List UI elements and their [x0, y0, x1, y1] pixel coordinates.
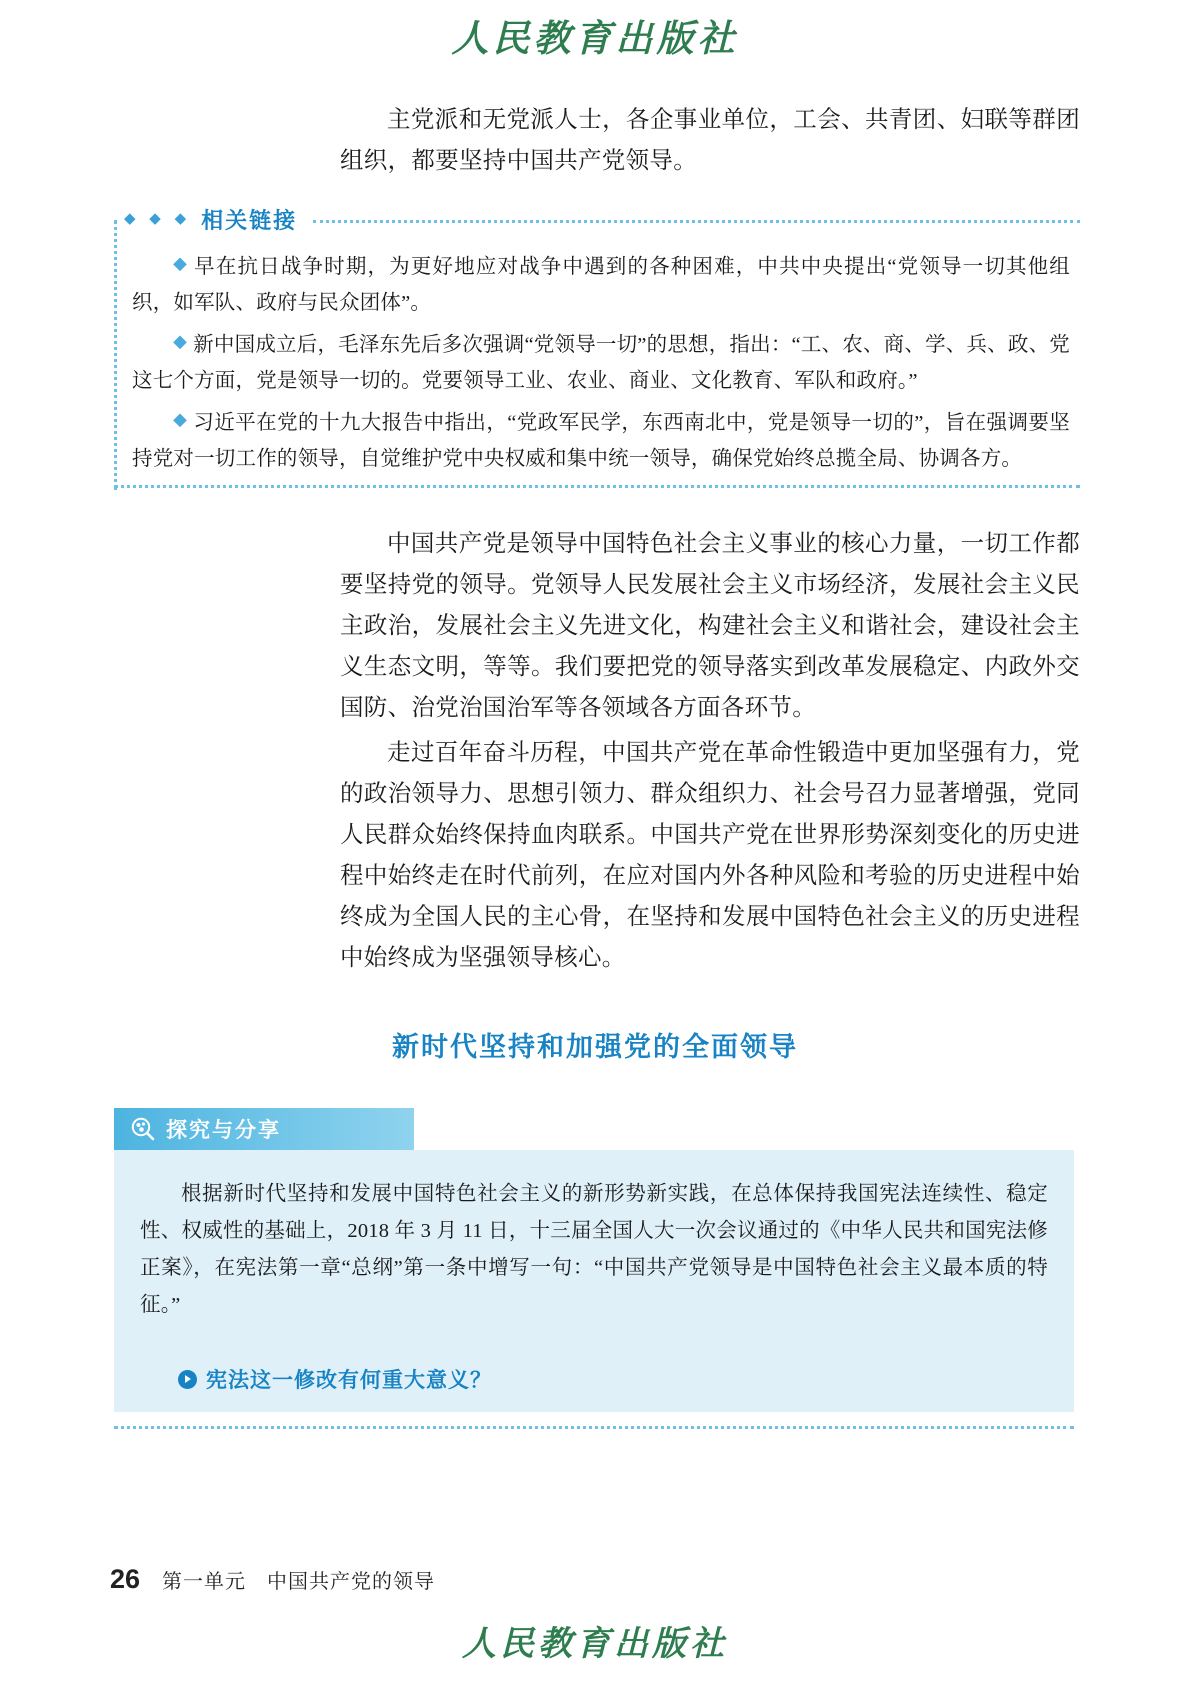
explore-bottom-divider: [114, 1426, 1074, 1429]
link-box-top-divider: [313, 220, 1080, 223]
main-paragraphs: [340, 524, 1080, 979]
related-links-content: [110, 235, 1080, 477]
page-number: 26: [110, 1564, 141, 1594]
body-paragraph-1: 中国共产党是领导中国特色社会主义事业的核心力量，一切工作都要坚持党的领导。党领导人民发展社会主义市场经济，发展社会主义民主政治，发展社会主义先进文化，构建社会主义和谐社会，建设社会主义生态文明，等等。我们要把党的领导落实到改革发展稳定、内政外交国防、治党治国治军等各领域各方面各环节。: [340, 531, 1080, 721]
link-box-bottom-divider: [114, 485, 1080, 488]
explore-question-text: 宪法这一修改有何重大意义？: [206, 1369, 492, 1392]
footer-unit-text: 第一单元 中国共产党的领导: [162, 1571, 436, 1593]
list-item: [132, 405, 1070, 477]
explore-and-share-box: [114, 1108, 1074, 1429]
publisher-logo-bottom: 人民教育出版社: [462, 1626, 728, 1663]
explore-tab-label: 探究与分享: [166, 1119, 281, 1142]
list-item: [132, 249, 1070, 321]
body-paragraph-2: 走过百年奋斗历程，中国共产党在革命性锻造中更加坚强有力，党的政治领导力、思想引领力、群众组织力、社会号召力显著增强，党同人民群众始终保持血肉联系。中国共产党在世界形势深刻变化的历史进程中始终走在时代前列，在应对国内外各种风险和考验的历史进程中始终成为全国人民的主心骨，在坚持和发展中国特色社会主义的历史进程中始终成为坚强领导核心。: [340, 740, 1080, 971]
explore-question-row: [178, 1364, 1048, 1394]
explore-body-text: 根据新时代坚持和发展中国特色社会主义的新形势新实践，在总体保持我国宪法连续性、稳定性、权威性的基础上，2018 年 3 月 11 日，十三届全国人大一次会议通过的《中华人民共和国宪法修正案》，在宪法第一章“总纲”第一条中增写一句：“中国共产党领导是中国特色社会主义最本质的特征。”: [140, 1183, 1048, 1316]
explore-panel: [114, 1150, 1074, 1412]
related-links-header: [124, 204, 1080, 235]
related-links-title: 相关链接: [201, 208, 298, 233]
diamond-bullet-icon: ◆: [173, 415, 188, 430]
list-item-text: 早在抗日战争时期，为更好地应对战争中遇到的各种困难，中共中央提出“党领导一切其他组织，如军队、政府与民众团体”。: [132, 256, 1071, 314]
page-body: [110, 100, 1080, 1429]
related-links-box: [110, 204, 1080, 498]
diamond-marks-icon: ◆ ◆ ◆: [124, 211, 192, 227]
diamond-bullet-icon: ◆: [173, 259, 189, 274]
explore-tab-header: [114, 1108, 414, 1150]
publisher-logo-top: 人民教育出版社: [451, 19, 739, 60]
continued-paragraph: 主党派和无党派人士，各企事业单位，工会、共青团、妇联等群团组织，都要坚持中国共产党领导。: [340, 107, 1080, 174]
section-heading: 新时代坚持和加强党的全面领导: [392, 1032, 798, 1062]
play-arrow-icon: [178, 1370, 197, 1389]
link-box-left-border: [114, 220, 117, 490]
list-item-text: 新中国成立后，毛泽东先后多次强调“党领导一切”的思想，指出：“工、农、商、学、兵、政、党这七个方面，党是领导一切的。党要领导工业、农业、商业、文化教育、军队和政府。”: [132, 334, 1070, 392]
continued-paragraph-block: [340, 100, 1080, 182]
diamond-bullet-icon: ◆: [173, 337, 188, 352]
magnifier-share-icon: [130, 1116, 156, 1142]
page-footer: [110, 1564, 435, 1595]
list-item: [132, 327, 1070, 399]
list-item-text: 习近平在党的十九大报告中指出，“党政军民学，东西南北中，党是领导一切的”，旨在强调要坚持党对一切工作的领导，自觉维护党中央权威和集中统一领导，确保党始终总揽全局、协调各方。: [132, 412, 1070, 470]
